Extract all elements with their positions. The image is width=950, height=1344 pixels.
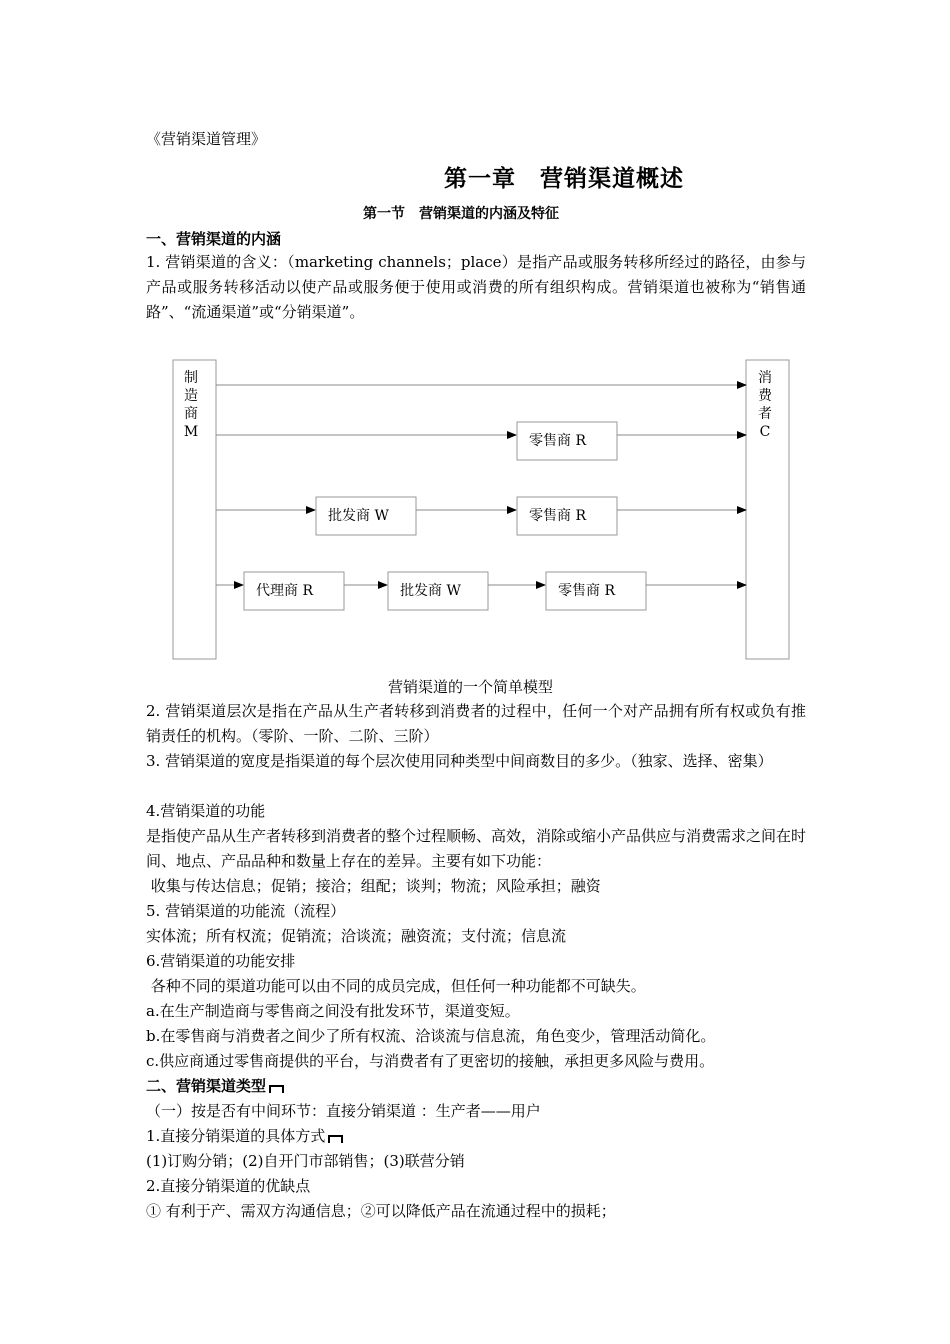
- direct-pros-cons-list: ① 有利于产、需双方沟通信息；②可以降低产品在流通过程中的损耗；: [146, 1202, 616, 1220]
- retailer-label-2: 零售商 R: [529, 508, 586, 524]
- heading-channel-types-text: 二、营销渠道类型: [146, 1077, 267, 1095]
- consumer-label-2: 费: [758, 388, 772, 404]
- manufacturer-box: [173, 360, 216, 659]
- function-arrangement-title: 6.营销渠道的功能安排: [146, 952, 296, 970]
- edit-mark-icon-2: [328, 1135, 343, 1143]
- book-title: 《营销渠道管理》: [146, 130, 267, 148]
- direct-methods-title-text: 1.直接分销渠道的具体方式: [146, 1127, 326, 1145]
- functions-title: 4.营销渠道的功能: [146, 802, 266, 820]
- chapter-title: 第一章 营销渠道概述: [444, 165, 684, 192]
- consumer-label-1: 消: [758, 370, 772, 386]
- manufacturer-label-3: 商: [184, 406, 198, 422]
- paragraph-functions: 是指使产品从生产者转移到消费者的整个过程顺畅、高效，消除或缩小产品供应与消费需求之间在时间、地点、产品品种和数量上存在的差异。主要有如下功能：: [146, 827, 807, 870]
- direct-methods-list: (1)订购分销；(2)自开门市部销售；(3)联营分销: [146, 1152, 465, 1170]
- wholesaler-label-2: 批发商 W: [328, 508, 389, 524]
- wholesaler-label-3: 批发商 W: [400, 583, 461, 599]
- item-b: b.在零售商与消费者之间少了所有权流、洽谈流与信息流，角色变少，管理活动简化。: [146, 1027, 716, 1045]
- manufacturer-label-1: 制: [184, 370, 198, 386]
- function-flows-title: 5. 营销渠道的功能流（流程）: [146, 902, 346, 920]
- retailer-label-3: 零售商 R: [558, 583, 615, 599]
- item-a: a.在生产制造商与零售商之间没有批发环节，渠道变短。: [146, 1002, 520, 1020]
- item-c: c.供应商通过零售商提供的平台，与消费者有了更密切的接触，承担更多风险与费用。: [146, 1052, 715, 1070]
- function-arrangement-text: 各种不同的渠道功能可以由不同的成员完成，但任何一种功能都不可缺失。: [146, 977, 646, 995]
- function-flows-list: 实体流；所有权流；促销流；洽谈流；融资流；支付流；信息流: [146, 927, 567, 945]
- heading-channel-definition: 一、营销渠道的内涵: [146, 230, 282, 248]
- consumer-label-4: C: [759, 424, 771, 440]
- functions-list: 收集与传达信息；促销；接洽；组配；谈判；物流；风险承担；融资: [146, 877, 601, 895]
- direct-pros-cons-title: 2.直接分销渠道的优缺点: [146, 1177, 311, 1195]
- channel-model-diagram: [160, 350, 800, 670]
- consumer-box: [746, 360, 789, 659]
- edit-mark-icon: [269, 1085, 284, 1093]
- agent-label-3: 代理商 R: [256, 583, 313, 599]
- type-direct-channel: （一）按是否有中间环节：直接分销渠道 ：生产者——用户: [146, 1102, 541, 1120]
- manufacturer-label-2: 造: [184, 388, 198, 404]
- retailer-label-1: 零售商 R: [529, 433, 586, 449]
- paragraph-channel-levels: 2. 营销渠道层次是指在产品从生产者转移到消费者的过程中，任何一个对产品拥有所有权或负有推销责任的机构。（零阶、一阶、二阶、三阶）: [146, 702, 806, 745]
- paragraph-channel-width: 3. 营销渠道的宽度是指渠道的每个层次使用同种类型中间商数目的多少。（独家、选择、密集）: [146, 752, 773, 770]
- consumer-label-3: 者: [758, 406, 772, 422]
- section-title: 第一节 营销渠道的内涵及特征: [363, 206, 559, 222]
- direct-methods-title: [146, 1124, 343, 1149]
- manufacturer-label-4: M: [183, 424, 199, 440]
- diagram-caption: 营销渠道的一个简单模型: [388, 678, 554, 696]
- paragraph-definition: 1. 营销渠道的含义：（marketing channels；place）是指产品或服务转移所经过的路径，由参与产品或服务转移活动以使产品或服务便于使用或消费的所有组织构成。营销渠道也被称为“销售通路”、“流通渠道”或“分销渠道”。: [146, 253, 806, 321]
- heading-channel-types: [146, 1074, 284, 1099]
